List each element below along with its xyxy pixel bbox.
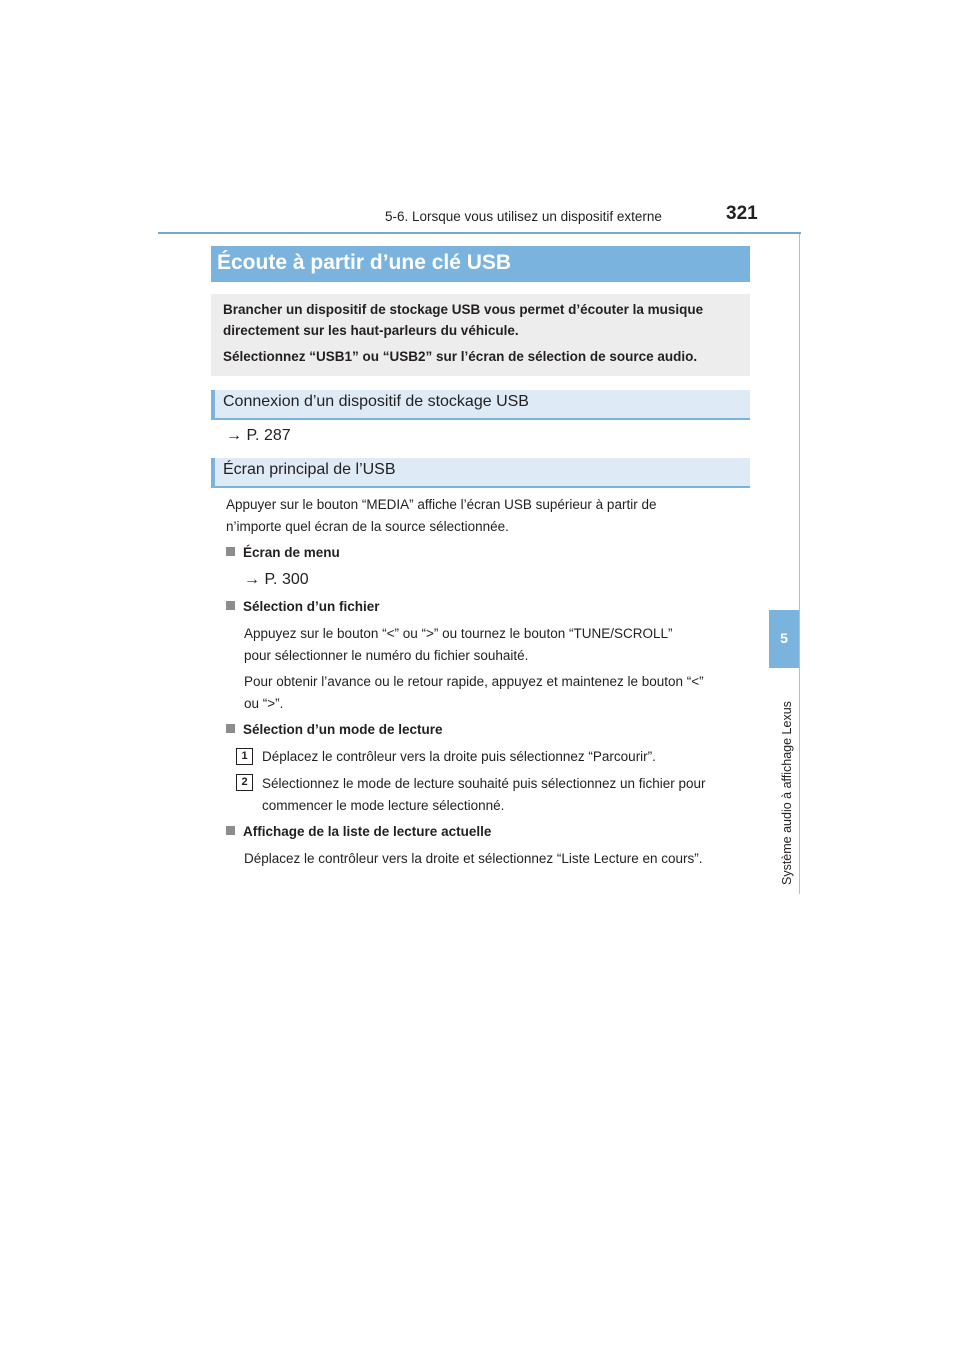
page-reference: → P. 287: [226, 427, 291, 444]
section-accent: [211, 390, 215, 418]
intro-line-3: Sélectionnez “USB1” ou “USB2” sur l’écran de sélection de source audio.: [223, 349, 698, 364]
step-number-badge: 1: [236, 748, 253, 765]
item-text-line: ou “>”.: [244, 696, 284, 711]
intro-box: [211, 294, 750, 376]
chapter-label: [778, 680, 798, 885]
paragraph-line: n’importe quel écran de la source sélectionnée.: [226, 519, 509, 534]
step-text: Sélectionnez le mode de lecture souhaité puis sélectionnez un fichier pour: [262, 776, 706, 791]
intro-line-2: directement sur les haut-parleurs du véhicule.: [223, 323, 519, 338]
item-heading-text: Sélection d’un mode de lecture: [243, 722, 443, 737]
item-text-line: pour sélectionner le numéro du fichier souhaité.: [244, 648, 529, 663]
item-heading: [226, 722, 443, 737]
item-heading: [226, 599, 380, 614]
side-rule: [799, 234, 800, 894]
header-section-title: 5-6. Lorsque vous utilisez un dispositif externe: [385, 209, 662, 224]
item-text-line: Appuyez sur le bouton “<” ou “>” ou tournez le bouton “TUNE/SCROLL”: [244, 626, 673, 641]
section-heading: Écran principal de l’USB: [223, 461, 396, 478]
step-number-badge: 2: [236, 774, 253, 791]
header-rule: [158, 232, 801, 234]
paragraph-line: Appuyer sur le bouton “MEDIA” affiche l’écran USB supérieur à partir de: [226, 497, 657, 512]
item-heading-text: Sélection d’un fichier: [243, 599, 380, 614]
page-title: Écoute à partir d’une clé USB: [217, 251, 512, 274]
title-bar: [211, 246, 750, 282]
bullet-square-icon: [226, 724, 235, 733]
section-heading: Connexion d’un dispositif de stockage USB: [223, 393, 529, 410]
step-text: Déplacez le contrôleur vers la droite puis sélectionnez “Parcourir”.: [262, 749, 656, 764]
item-heading-text: Affichage de la liste de lecture actuelle: [243, 824, 492, 839]
item-text-line: Déplacez le contrôleur vers la droite et sélectionnez “Liste Lecture en cours”.: [244, 851, 703, 866]
item-text-line: Pour obtenir l’avance ou le retour rapide, appuyez et maintenez le bouton “<”: [244, 674, 704, 689]
intro-line-1: Brancher un dispositif de stockage USB vous permet d’écouter la musique: [223, 302, 704, 317]
step-text: commencer le mode lecture sélectionné.: [262, 798, 505, 813]
item-heading: [226, 824, 491, 839]
item-heading-text: Écran de menu: [243, 545, 340, 560]
bullet-square-icon: [226, 826, 235, 835]
page-number: 321: [726, 203, 758, 224]
bullet-square-icon: [226, 601, 235, 610]
section-heading-bar: [211, 390, 750, 420]
bullet-square-icon: [226, 547, 235, 556]
chapter-tab: 5: [769, 610, 799, 668]
section-heading-bar: [211, 458, 750, 488]
section-accent: [211, 458, 215, 486]
page-reference: → P. 300: [244, 571, 309, 588]
item-heading: [226, 545, 340, 560]
chapter-label-text: Système audio à affichage Lexus: [780, 701, 794, 885]
